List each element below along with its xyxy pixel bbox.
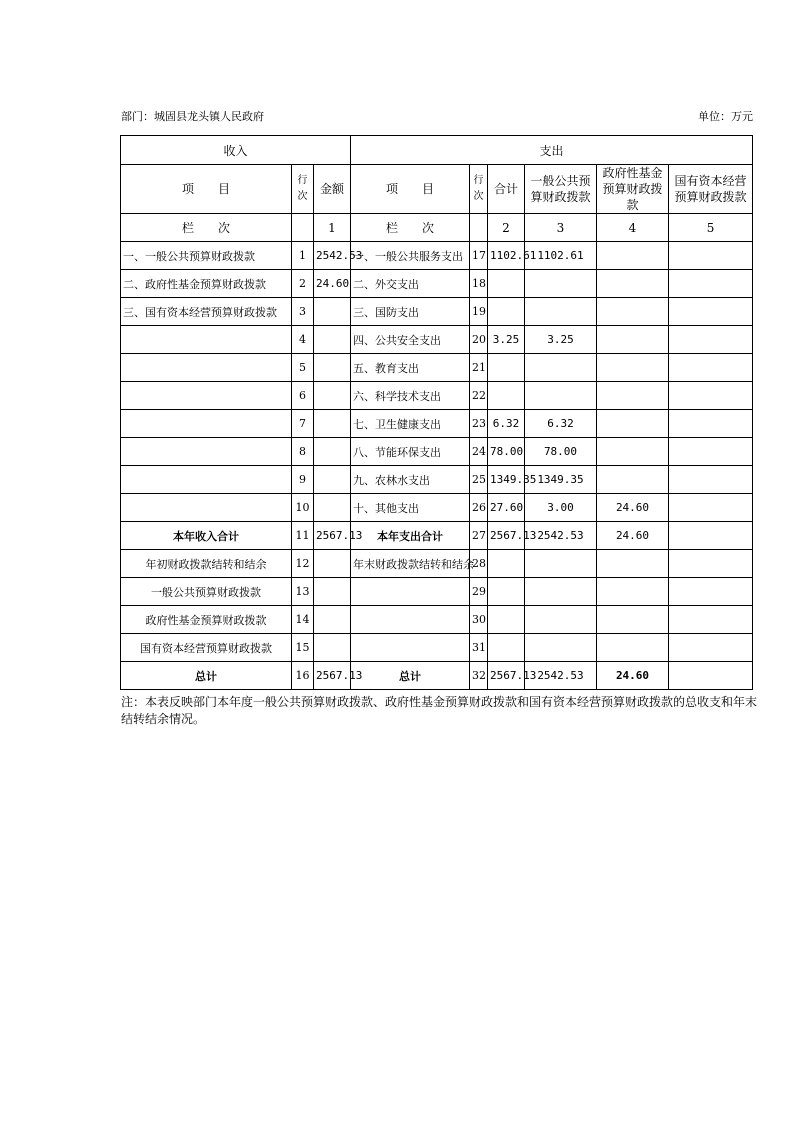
expense-general: 3.00 <box>525 494 597 522</box>
expense-fund <box>597 466 669 494</box>
income-item <box>121 438 292 466</box>
income-amount <box>314 410 351 438</box>
expense-grand-total-label: 总计 <box>351 662 470 690</box>
expense-total: 27.60 <box>488 494 525 522</box>
expense-state <box>669 410 753 438</box>
expense-fund: 24.60 <box>597 494 669 522</box>
expense-fund <box>597 298 669 326</box>
budget-table <box>120 135 753 690</box>
expense-total <box>488 606 525 634</box>
expense-general <box>525 634 597 662</box>
expense-total: 2567.13 <box>488 522 525 550</box>
income-item: 政府性基金预算财政拨款 <box>121 606 292 634</box>
table-row <box>121 606 753 634</box>
income-item: 一般公共预算财政拨款 <box>121 578 292 606</box>
expense-total: 2567.13 <box>488 662 525 690</box>
expense-item: 八、节能环保支出 <box>351 438 470 466</box>
income-item: 一、一般公共预算财政拨款 <box>121 242 292 270</box>
income-item <box>121 326 292 354</box>
expense-total <box>488 382 525 410</box>
colnum-label-left: 栏 次 <box>121 214 292 242</box>
expense-general <box>525 270 597 298</box>
income-amount: 24.60 <box>314 270 351 298</box>
expense-item <box>351 634 470 662</box>
income-row-no: 16 <box>292 662 314 690</box>
table-row <box>121 270 753 298</box>
income-item: 年初财政拨款结转和结余 <box>121 550 292 578</box>
expense-state <box>669 298 753 326</box>
col-general: 一般公共预算财政拨款 <box>525 165 597 214</box>
expense-state <box>669 522 753 550</box>
expense-fund <box>597 382 669 410</box>
colnum-total: 2 <box>488 214 525 242</box>
department-label: 部门：城固县龙头镇人民政府 <box>121 110 264 123</box>
income-amount <box>314 326 351 354</box>
expense-general: 1102.61 <box>525 242 597 270</box>
expense-fund <box>597 438 669 466</box>
col-state: 国有资本经营预算财政拨款 <box>669 165 753 214</box>
expense-row-no: 24 <box>470 438 488 466</box>
expense-total <box>488 298 525 326</box>
expense-state <box>669 550 753 578</box>
income-item: 二、政府性基金预算财政拨款 <box>121 270 292 298</box>
expense-general <box>525 578 597 606</box>
colnum-blank <box>470 214 488 242</box>
expense-row-no: 31 <box>470 634 488 662</box>
income-amount <box>314 382 351 410</box>
col-expense-item: 项 目 <box>351 165 470 214</box>
expense-general <box>525 382 597 410</box>
colnum-state: 5 <box>669 214 753 242</box>
expense-row-no: 28 <box>470 550 488 578</box>
income-amount <box>314 494 351 522</box>
table-row <box>121 578 753 606</box>
expense-row-no: 19 <box>470 298 488 326</box>
income-row-no: 11 <box>292 522 314 550</box>
col-fund: 政府性基金预算财政拨款 <box>597 165 669 214</box>
income-amount <box>314 438 351 466</box>
expense-fund: 24.60 <box>597 662 669 690</box>
col-income-item: 项 目 <box>121 165 292 214</box>
expense-item: 九、农林水支出 <box>351 466 470 494</box>
expense-total <box>488 354 525 382</box>
table-row <box>121 410 753 438</box>
expense-fund <box>597 634 669 662</box>
expense-general <box>525 550 597 578</box>
expense-total: 78.00 <box>488 438 525 466</box>
income-grand-total-label: 总计 <box>121 662 292 690</box>
income-row-no: 3 <box>292 298 314 326</box>
col-income-amount: 金额 <box>314 165 351 214</box>
col-income-row: 行次 <box>292 165 314 214</box>
colnum-fund: 4 <box>597 214 669 242</box>
expense-fund <box>597 410 669 438</box>
expense-row-no: 18 <box>470 270 488 298</box>
expense-state <box>669 382 753 410</box>
table-row <box>121 382 753 410</box>
income-amount <box>314 578 351 606</box>
income-amount <box>314 550 351 578</box>
income-row-no: 7 <box>292 410 314 438</box>
expense-state <box>669 270 753 298</box>
expense-state <box>669 326 753 354</box>
colnum-label-right: 栏 次 <box>351 214 470 242</box>
expense-fund <box>597 326 669 354</box>
income-item: 三、国有资本经营预算财政拨款 <box>121 298 292 326</box>
expense-row-no: 17 <box>470 242 488 270</box>
income-row-no: 5 <box>292 354 314 382</box>
table-row <box>121 494 753 522</box>
expense-fund <box>597 270 669 298</box>
expense-item: 年末财政拨款结转和结余 <box>351 550 470 578</box>
column-header-row <box>121 165 753 214</box>
income-amount: 2542.53 <box>314 242 351 270</box>
expense-total: 6.32 <box>488 410 525 438</box>
expense-item: 一、一般公共服务支出 <box>351 242 470 270</box>
expense-row-no: 29 <box>470 578 488 606</box>
income-item <box>121 494 292 522</box>
expense-item: 五、教育支出 <box>351 354 470 382</box>
expense-state <box>669 578 753 606</box>
table-row <box>121 438 753 466</box>
table-row <box>121 298 753 326</box>
income-amount <box>314 466 351 494</box>
expense-general <box>525 606 597 634</box>
income-section-label: 收入 <box>121 136 351 165</box>
section-header-row <box>121 136 753 165</box>
income-row-no: 14 <box>292 606 314 634</box>
table-row <box>121 550 753 578</box>
expense-item: 六、科学技术支出 <box>351 382 470 410</box>
expense-state <box>669 242 753 270</box>
table-row <box>121 242 753 270</box>
income-item <box>121 382 292 410</box>
income-row-no: 4 <box>292 326 314 354</box>
expense-state <box>669 606 753 634</box>
income-row-no: 13 <box>292 578 314 606</box>
col-expense-row: 行次 <box>470 165 488 214</box>
income-amount <box>314 634 351 662</box>
expense-item <box>351 606 470 634</box>
income-row-no: 9 <box>292 466 314 494</box>
expense-fund <box>597 606 669 634</box>
colnum-amount: 1 <box>314 214 351 242</box>
expense-row-no: 30 <box>470 606 488 634</box>
expense-general: 1349.35 <box>525 466 597 494</box>
expense-row-no: 26 <box>470 494 488 522</box>
income-row-no: 15 <box>292 634 314 662</box>
expense-subtotal-label: 本年支出合计 <box>351 522 470 550</box>
expense-state <box>669 662 753 690</box>
expense-total: 1102.61 <box>488 242 525 270</box>
col-total: 合计 <box>488 165 525 214</box>
expense-item: 二、外交支出 <box>351 270 470 298</box>
expense-row-no: 32 <box>470 662 488 690</box>
expense-fund: 24.60 <box>597 522 669 550</box>
table-row <box>121 326 753 354</box>
table-row <box>121 634 753 662</box>
expense-general <box>525 298 597 326</box>
income-row-no: 10 <box>292 494 314 522</box>
expense-general: 3.25 <box>525 326 597 354</box>
income-subtotal-amount: 2567.13 <box>314 522 351 550</box>
expense-general: 2542.53 <box>525 522 597 550</box>
expense-total: 3.25 <box>488 326 525 354</box>
income-row-no: 12 <box>292 550 314 578</box>
expense-general: 78.00 <box>525 438 597 466</box>
expense-fund <box>597 242 669 270</box>
expense-total <box>488 578 525 606</box>
table-row <box>121 354 753 382</box>
expense-item: 四、公共安全支出 <box>351 326 470 354</box>
expense-row-no: 22 <box>470 382 488 410</box>
expense-fund <box>597 354 669 382</box>
income-item <box>121 354 292 382</box>
expense-state <box>669 494 753 522</box>
expense-item: 七、卫生健康支出 <box>351 410 470 438</box>
income-row-no: 1 <box>292 242 314 270</box>
expense-total: 1349.35 <box>488 466 525 494</box>
expense-total <box>488 270 525 298</box>
expense-row-no: 25 <box>470 466 488 494</box>
grand-total-row <box>121 662 753 690</box>
subtotal-row <box>121 522 753 550</box>
income-item <box>121 410 292 438</box>
expense-item <box>351 578 470 606</box>
expense-state <box>669 634 753 662</box>
expense-row-no: 23 <box>470 410 488 438</box>
income-amount <box>314 606 351 634</box>
expense-fund <box>597 578 669 606</box>
income-row-no: 6 <box>292 382 314 410</box>
income-amount <box>314 354 351 382</box>
income-amount <box>314 298 351 326</box>
column-number-row <box>121 214 753 242</box>
table-row <box>121 466 753 494</box>
expense-section-label: 支出 <box>351 136 753 165</box>
expense-total <box>488 550 525 578</box>
income-item <box>121 466 292 494</box>
income-subtotal-label: 本年收入合计 <box>121 522 292 550</box>
expense-row-no: 27 <box>470 522 488 550</box>
unit-label: 单位：万元 <box>698 110 753 123</box>
expense-state <box>669 466 753 494</box>
expense-general: 6.32 <box>525 410 597 438</box>
expense-general <box>525 354 597 382</box>
table-note: 注：本表反映部门本年度一般公共预算财政拨款、政府性基金预算财政拨款和国有资本经营预算财政拨款的总收支和年末结转结余情况。 <box>121 695 758 726</box>
expense-row-no: 20 <box>470 326 488 354</box>
income-grand-total-amount: 2567.13 <box>314 662 351 690</box>
expense-general: 2542.53 <box>525 662 597 690</box>
colnum-general: 3 <box>525 214 597 242</box>
expense-item: 十、其他支出 <box>351 494 470 522</box>
income-row-no: 2 <box>292 270 314 298</box>
income-item: 国有资本经营预算财政拨款 <box>121 634 292 662</box>
expense-state <box>669 354 753 382</box>
expense-item: 三、国防支出 <box>351 298 470 326</box>
expense-state <box>669 438 753 466</box>
report-header <box>121 108 753 126</box>
expense-fund <box>597 550 669 578</box>
income-row-no: 8 <box>292 438 314 466</box>
expense-total <box>488 634 525 662</box>
colnum-blank <box>292 214 314 242</box>
expense-row-no: 21 <box>470 354 488 382</box>
